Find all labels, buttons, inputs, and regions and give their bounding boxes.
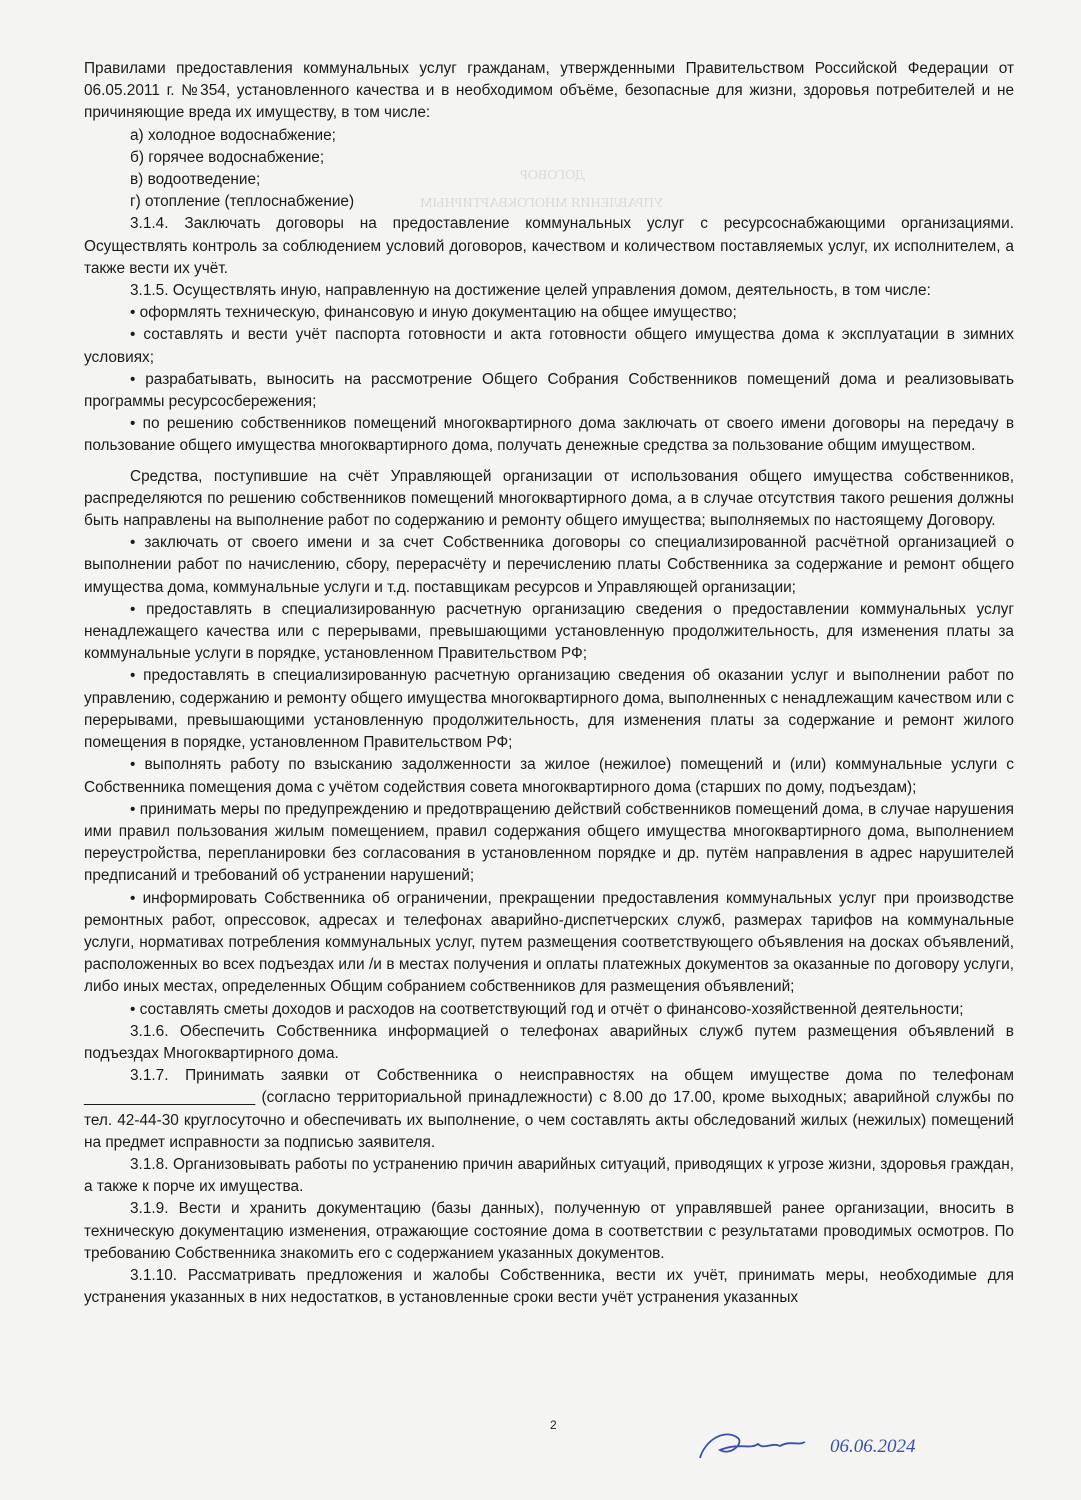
clause-3-1-4: 3.1.4. Заключать договоры на предоставление коммунальных услуг с ресурсоснабжающими организациями. Осуществлять контроль за соблюдением условий договоров, качеством и количеством поставляемых услуг, их исполнителем, а также вести их учёт. (84, 215, 1014, 277)
clause-3-1-8: 3.1.8. Организовывать работы по устранению причин аварийных ситуаций, приводящих к угрозе жизни, здоровья граждан, а также к порче их имущества. (84, 1155, 1014, 1196)
list-item: б) горячее водоснабжение; (130, 148, 325, 166)
handwritten-date: 06.06.2024 (830, 1436, 916, 1457)
bullet-item: • предоставлять в специализированную расчетную организацию сведения об оказании услуг и выполнении работ по управлению, содержанию и ремонту общего имущества многоквартирного дома, выполненных с ненадлежащим качеством или с перерывами, превышающими установленную продолжительность, для изменения платы за содержание и ремонт жилого помещения в порядке, установленном Правительством РФ; (84, 667, 1014, 752)
page-number: 2 (550, 1418, 557, 1432)
bullet-item: • выполнять работу по взысканию задолженности за жилое (нежилое) помещений и (или) коммунальные услуги с Собственника помещения дома с учётом содействия совета многоквартирного дома (старших по дому, подъездам); (84, 756, 1014, 796)
bullet-item: • заключать от своего имени и за счет Собственника договоры со специализированной расчётной организацией о выполнении работ по начислению, сбору, перерасчёту и перечислению платы Собственника за содержание и ремонт общего имущества дома, коммунальные услуги и т.д. поставщикам ресурсов и Управляющей организации; (84, 534, 1014, 596)
list-item: г) отопление (теплоснабжение) (130, 193, 355, 211)
clause-3-1-7: 3.1.7. Принимать заявки от Собственника о неисправностях на общем имуществе дома по телефонам ____________________ (согласно территориальной принадлежности) с 8.00 до 17.00, кроме выходных; аварийной службы по тел. 42-44-30 круглосуточно и обеспечивать их выполнение, о чем составлять акты обследований жилых (нежилых) помещений на предмет исправности за подписью заявителя. (84, 1067, 1014, 1151)
clause-3-1-10: 3.1.10. Рассматривать предложения и жалобы Собственника, вести их учёт, принимать меры, необходимые для устранения указанных в них недостатков, в установленные сроки вести учёт устранения указанных (84, 1266, 1014, 1307)
bleed-through-text: УПРАВЛЕНИЯ МНОГОКВАРТИРНЫМ (420, 196, 664, 211)
bullet-item: • оформлять техническую, финансовую и иную документацию на общее имущество; (130, 304, 737, 322)
document-body (84, 58, 1014, 1309)
clause-3-1-5: 3.1.5. Осуществлять иную, направленную на достижение целей управления домом, деятельность, в том числе: (130, 282, 931, 300)
bullet-item: • составлять сметы доходов и расходов на соответствующий год и отчёт о финансово-хозяйственной деятельности; (130, 1000, 964, 1018)
bullet-item: • принимать меры по предупреждению и предотвращению действий собственников помещений дома, в случае нарушения ими правил пользования жилым помещением, правил содержания общего имущества многоквартирного дома, выполнением переустройства, перепланировки без согласования в установленном порядке и др. путём направления в адрес нарушителей предписаний и требований об устранении нарушений; (84, 800, 1014, 885)
bullet-item: • по решению собственников помещений многоквартирного дома заключать от своего имени договоры на передачу в пользование общего имущества многоквартирного дома, получать денежные средства за пользование общим имуществом. (84, 415, 1014, 455)
signature (680, 1420, 1000, 1470)
list-item: а) холодное водоснабжение; (130, 126, 336, 144)
clause-3-1-9: 3.1.9. Вести и хранить документацию (базы данных), полученную от управлявшей ранее организации, вносить в техническую документацию изменения, отражающие состояние дома в соответствии с результатами проводимых осмотров. По требованию Собственника знакомить его с содержанием указанных документов. (84, 1200, 1014, 1262)
list-item: в) водоотведение; (130, 171, 261, 189)
bullet-item: • разрабатывать, выносить на рассмотрение Общего Собрания Собственников помещений дома и реализовывать программы ресурсосбережения; (84, 370, 1014, 411)
paragraph: Средства, поступившие на счёт Управляющей организации от использования общего имущества собственников, распределяются по решению собственников помещений многоквартирного дома, а в случае отсутствия такого решения должны быть направлены на выполнение работ по содержанию и ремонту общего имущества; выполняемых по настоящему Договору. (84, 467, 1014, 530)
bullet-item: • предоставлять в специализированную расчетную организацию сведения о предоставлении коммунальных услуг ненадлежащего качества или с перерывами, превышающими установленную продолжительность, для изменения платы за коммунальные услуги в порядке, установленном Правительством РФ; (84, 600, 1014, 663)
paragraph: Правилами предоставления коммунальных услуг гражданам, утвержденными Правительством Российской Федерации от 06.05.2011 г. №354, установленного качества и в необходимом объёме, безопасные для жизни, здоровья потребителей и не причиняющие вреда их имуществу, в том числе: (84, 60, 1014, 122)
bullet-item: • информировать Собственника об ограничении, прекращении предоставления коммунальных услуг при производстве ремонтных работ, опрессовок, адресах и телефонах аварийно-диспетчерских служб, размерах тарифов на коммунальные услуги, нормативах потребления коммунальных услуг, путем размещения соответствующего объявления на досках объявлений, расположенных во всех подъездах или /и в местах получения и оплаты платежных документов за оказанные по договору услуги, либо иных местах, определенных Общим собранием собственников для размещения объявлений; (84, 889, 1014, 996)
bleed-through-text: ДОГОВОР (520, 168, 585, 183)
clause-3-1-6: 3.1.6. Обеспечить Собственника информацией о телефонах аварийных служб путем размещения объявлений в подъездах Многоквартирного дома. (84, 1022, 1014, 1062)
bullet-item: • составлять и вести учёт паспорта готовности и акта готовности общего имущества дома к эксплуатации в зимних условиях; (84, 326, 1014, 366)
